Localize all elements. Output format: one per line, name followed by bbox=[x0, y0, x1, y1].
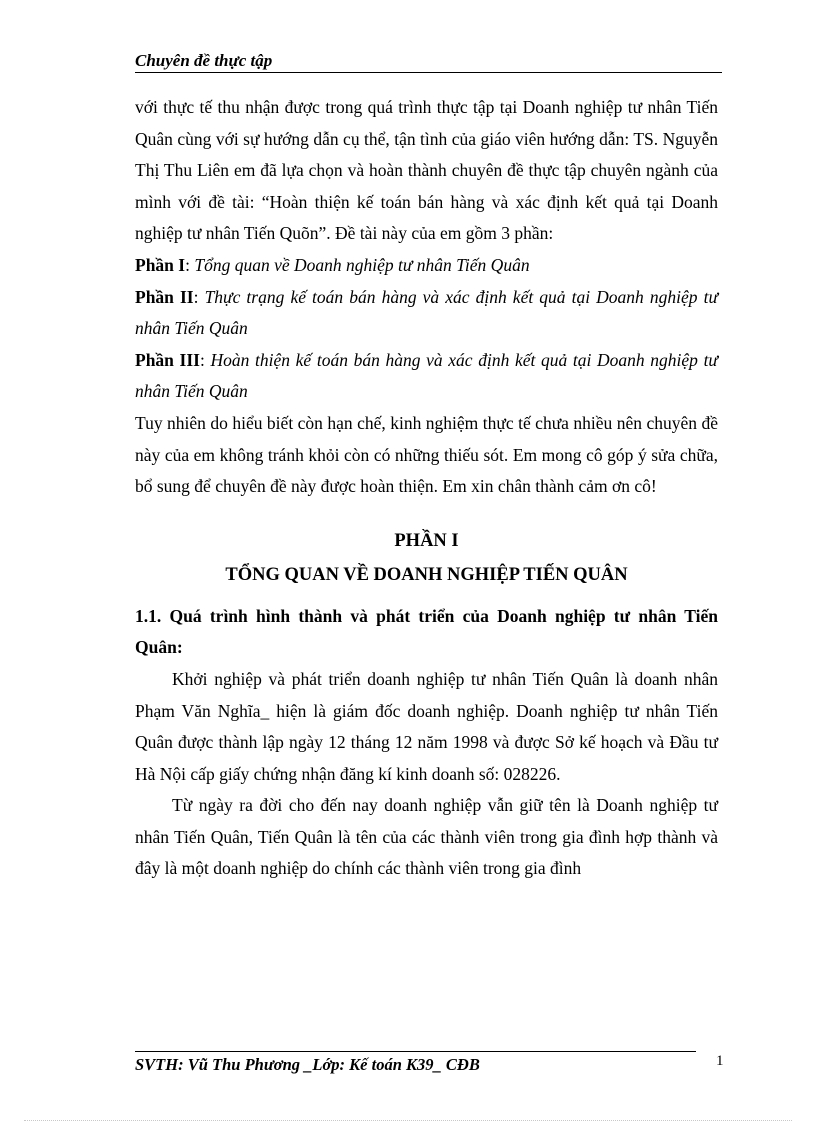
page-header bbox=[135, 48, 722, 73]
part-item-1 bbox=[135, 250, 718, 282]
document-body bbox=[135, 92, 718, 885]
part-item-2 bbox=[135, 282, 718, 345]
part-separator: : bbox=[199, 349, 211, 370]
header-title: Chuyên đề thực tập bbox=[135, 51, 273, 70]
intro-paragraph: với thực tế thu nhận được trong quá trình thực tập tại Doanh nghiệp tư nhân Tiến Quân cùng với sự hướng dẫn cụ thể, tận tình của giáo viên hướng dẫn: TS. Nguyễn Thị Thu Liên em đã lựa chọn và hoàn thành chuyên đề thực tập chuyên ngành của mình với đề tài: “Hoàn thiện kế toán bán hàng và xác định kết quả tại Doanh nghiệp tư nhân Tiến Quõn”. Đề tài này của em gồm 3 phần: bbox=[135, 97, 718, 244]
chapter-title: TỔNG QUAN VỀ DOANH NGHIỆP TIẾN QUÂN bbox=[225, 564, 628, 585]
page-edge-divider bbox=[24, 1120, 792, 1121]
page-number: 1 bbox=[716, 1053, 724, 1069]
section-heading: 1.1. Quá trình hình thành và phát triển của Doanh nghiệp tư nhân Tiến Quân: bbox=[135, 605, 718, 658]
chapter-number: PHẦN I bbox=[394, 530, 459, 551]
part-item-3 bbox=[135, 345, 718, 408]
part-separator: : bbox=[193, 286, 205, 307]
section-paragraph-1: Khởi nghiệp và phát triển doanh nghiệp tư nhân Tiến Quân là doanh nhân Phạm Văn Nghĩa_ hiện là giám đốc doanh nghiệp. Doanh nghiệp tư nhân Tiến Quân được thành lập ngày 12 tháng 12 năm 1998 và được Sở kế hoạch và Đầu tư Hà Nội cấp giấy chứng nhận đăng kí kinh doanh số: 028226. bbox=[135, 668, 718, 784]
part-label: Phần I bbox=[135, 254, 186, 275]
part-separator: : bbox=[185, 254, 195, 275]
part-title: Tổng quan về Doanh nghiệp tư nhân Tiến Quân bbox=[194, 254, 530, 275]
footer-divider bbox=[135, 1051, 696, 1052]
closing-paragraph: Tuy nhiên do hiểu biết còn hạn chế, kinh nghiệm thực tế chưa nhiều nên chuyên đề này của em không tránh khỏi còn có những thiếu sót. Em mong cô góp ý sửa chữa, bổ sung để chuyên đề này được hoàn thiện. Em xin chân thành cảm ơn cô! bbox=[135, 412, 718, 497]
part-label: Phần III bbox=[135, 349, 200, 370]
part-label: Phần II bbox=[135, 286, 194, 307]
part-title: Hoàn thiện kế toán bán hàng và xác định kết quả tại Doanh nghiệp tư nhân Tiến Quân bbox=[135, 349, 718, 402]
part-title: Thực trạng kế toán bán hàng và xác định kết quả tại Doanh nghiệp tư nhân Tiến Quân bbox=[135, 286, 718, 339]
footer-text: SVTH: Vũ Thu Phương _Lớp: Kế toán K39_ CĐB bbox=[135, 1055, 480, 1074]
section-paragraph-2: Từ ngày ra đời cho đến nay doanh nghiệp vẫn giữ tên là Doanh nghiệp tư nhân Tiến Quân, Tiến Quân là tên của các thành viên trong gia đình hợp thành và đây là một doanh nghiệp do chính các thành viên trong gia đình bbox=[135, 795, 718, 879]
